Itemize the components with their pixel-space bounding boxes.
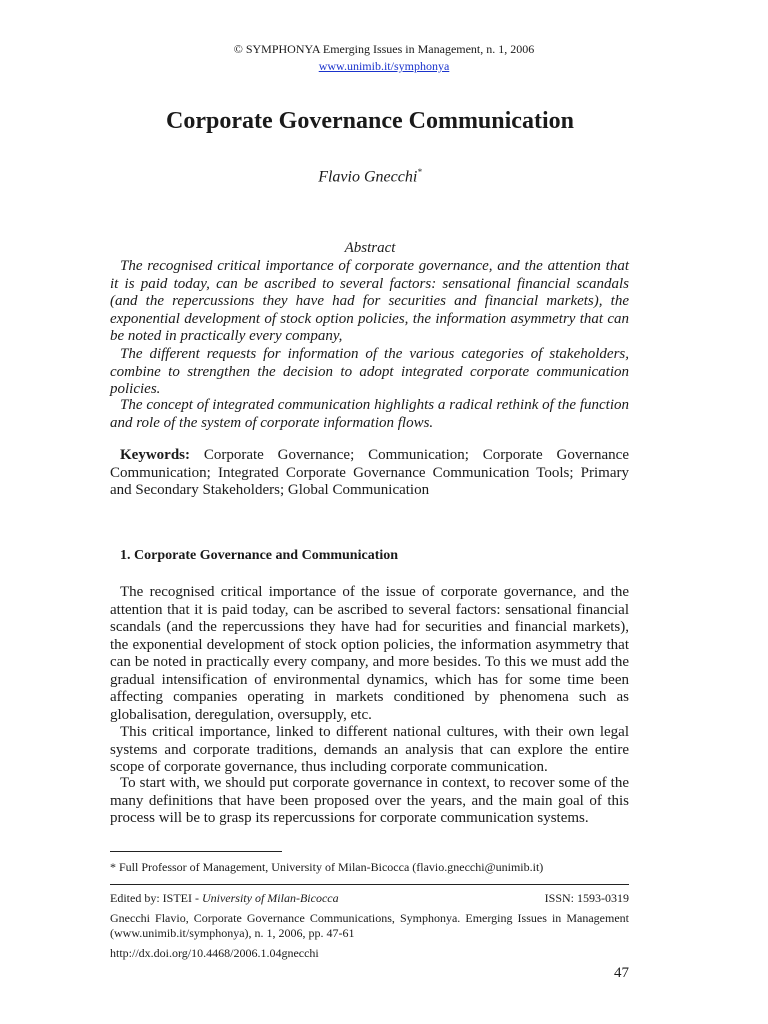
citation: Gnecchi Flavio, Corporate Governance Communications, Symphonya. Emerging Issues in Management (www.unimib.it/symphonya), n. 1, 2006, pp. 47-61 (110, 911, 629, 940)
author (0, 167, 740, 186)
footer-rule (110, 884, 629, 885)
body-paragraph-2: This critical importance, linked to different national cultures, with their own legal systems and corporate traditions, demands an analysis that can explore the entire scope of corporate governance, thus including corporate communication. (110, 724, 629, 775)
paper-title: Corporate Governance Communication (166, 108, 574, 134)
edited-by-university: University of Milan-Bicocca (201, 891, 339, 905)
author-name: Flavio Gnecchi (318, 168, 418, 186)
body-paragraph-3: To start with, we should put corporate governance in context, to recover some of the many definitions that have been proposed over the years, and the main goal of this process will be to grasp its repercussions for corporate communication systems. (110, 775, 629, 826)
abstract-paragraph-1: The recognised critical importance of corporate governance, and the attention that it is paid today, can be ascribed to several factors: sensational financial scandals (and the repercussions they have had for securities and financial markets), the exponential development of stock option policies, the information asymmetry that can be noted in practically every company, (110, 258, 629, 344)
author-footnote-mark: * (417, 167, 422, 177)
issn: ISSN: 1593-0319 (544, 891, 629, 905)
section-heading: 1. Corporate Governance and Communication (120, 548, 399, 563)
edited-by (110, 891, 339, 906)
keywords-label: Keywords: (120, 447, 190, 463)
edited-by-prefix: Edited by: ISTEI - (110, 891, 202, 905)
abstract-paragraph-3: The concept of integrated communication highlights a radical rethink of the function and role of the system of corporate information flows. (110, 397, 629, 431)
body-paragraph-1: The recognised critical importance of the issue of corporate governance, and the attention that it is paid today, can be ascribed to several factors: sensational financial scandals (and the repercussions they have had for securities and financial markets), the exponential development of stock option policies, the information asymmetry that can be noted in practically every company, and more besides. To this we must add the gradual intensification of environmental dynamics, which has for some time been affecting companies operating in markets conditioned by phenomena such as globalisation, deregulation, oversupply, etc. (110, 584, 629, 723)
abstract-heading: Abstract (344, 240, 396, 256)
footnote-rule (110, 851, 282, 852)
keywords-text: Corporate Governance; Communication; Corporate Governance Communication; Integrated Corporate Governance Communication Tools; Primary and Secondary Stakeholders; Global Communication (110, 447, 629, 498)
journal-link[interactable]: www.unimib.it/symphonya (318, 59, 450, 73)
page-number: 47 (614, 965, 629, 981)
footnote: * Full Professor of Management, University of Milan-Bicocca (flavio.gnecchi@unimib.it) (110, 860, 544, 874)
abstract-paragraph-2: The different requests for information of the various categories of stakeholders, combine to strengthen the decision to adopt integrated corporate communication policies. (110, 346, 629, 397)
journal-header: © SYMPHONYA Emerging Issues in Management, n. 1, 2006 (233, 42, 535, 56)
keywords (110, 447, 629, 500)
doi-link[interactable]: http://dx.doi.org/10.4468/2006.1.04gnecchi (110, 946, 319, 960)
